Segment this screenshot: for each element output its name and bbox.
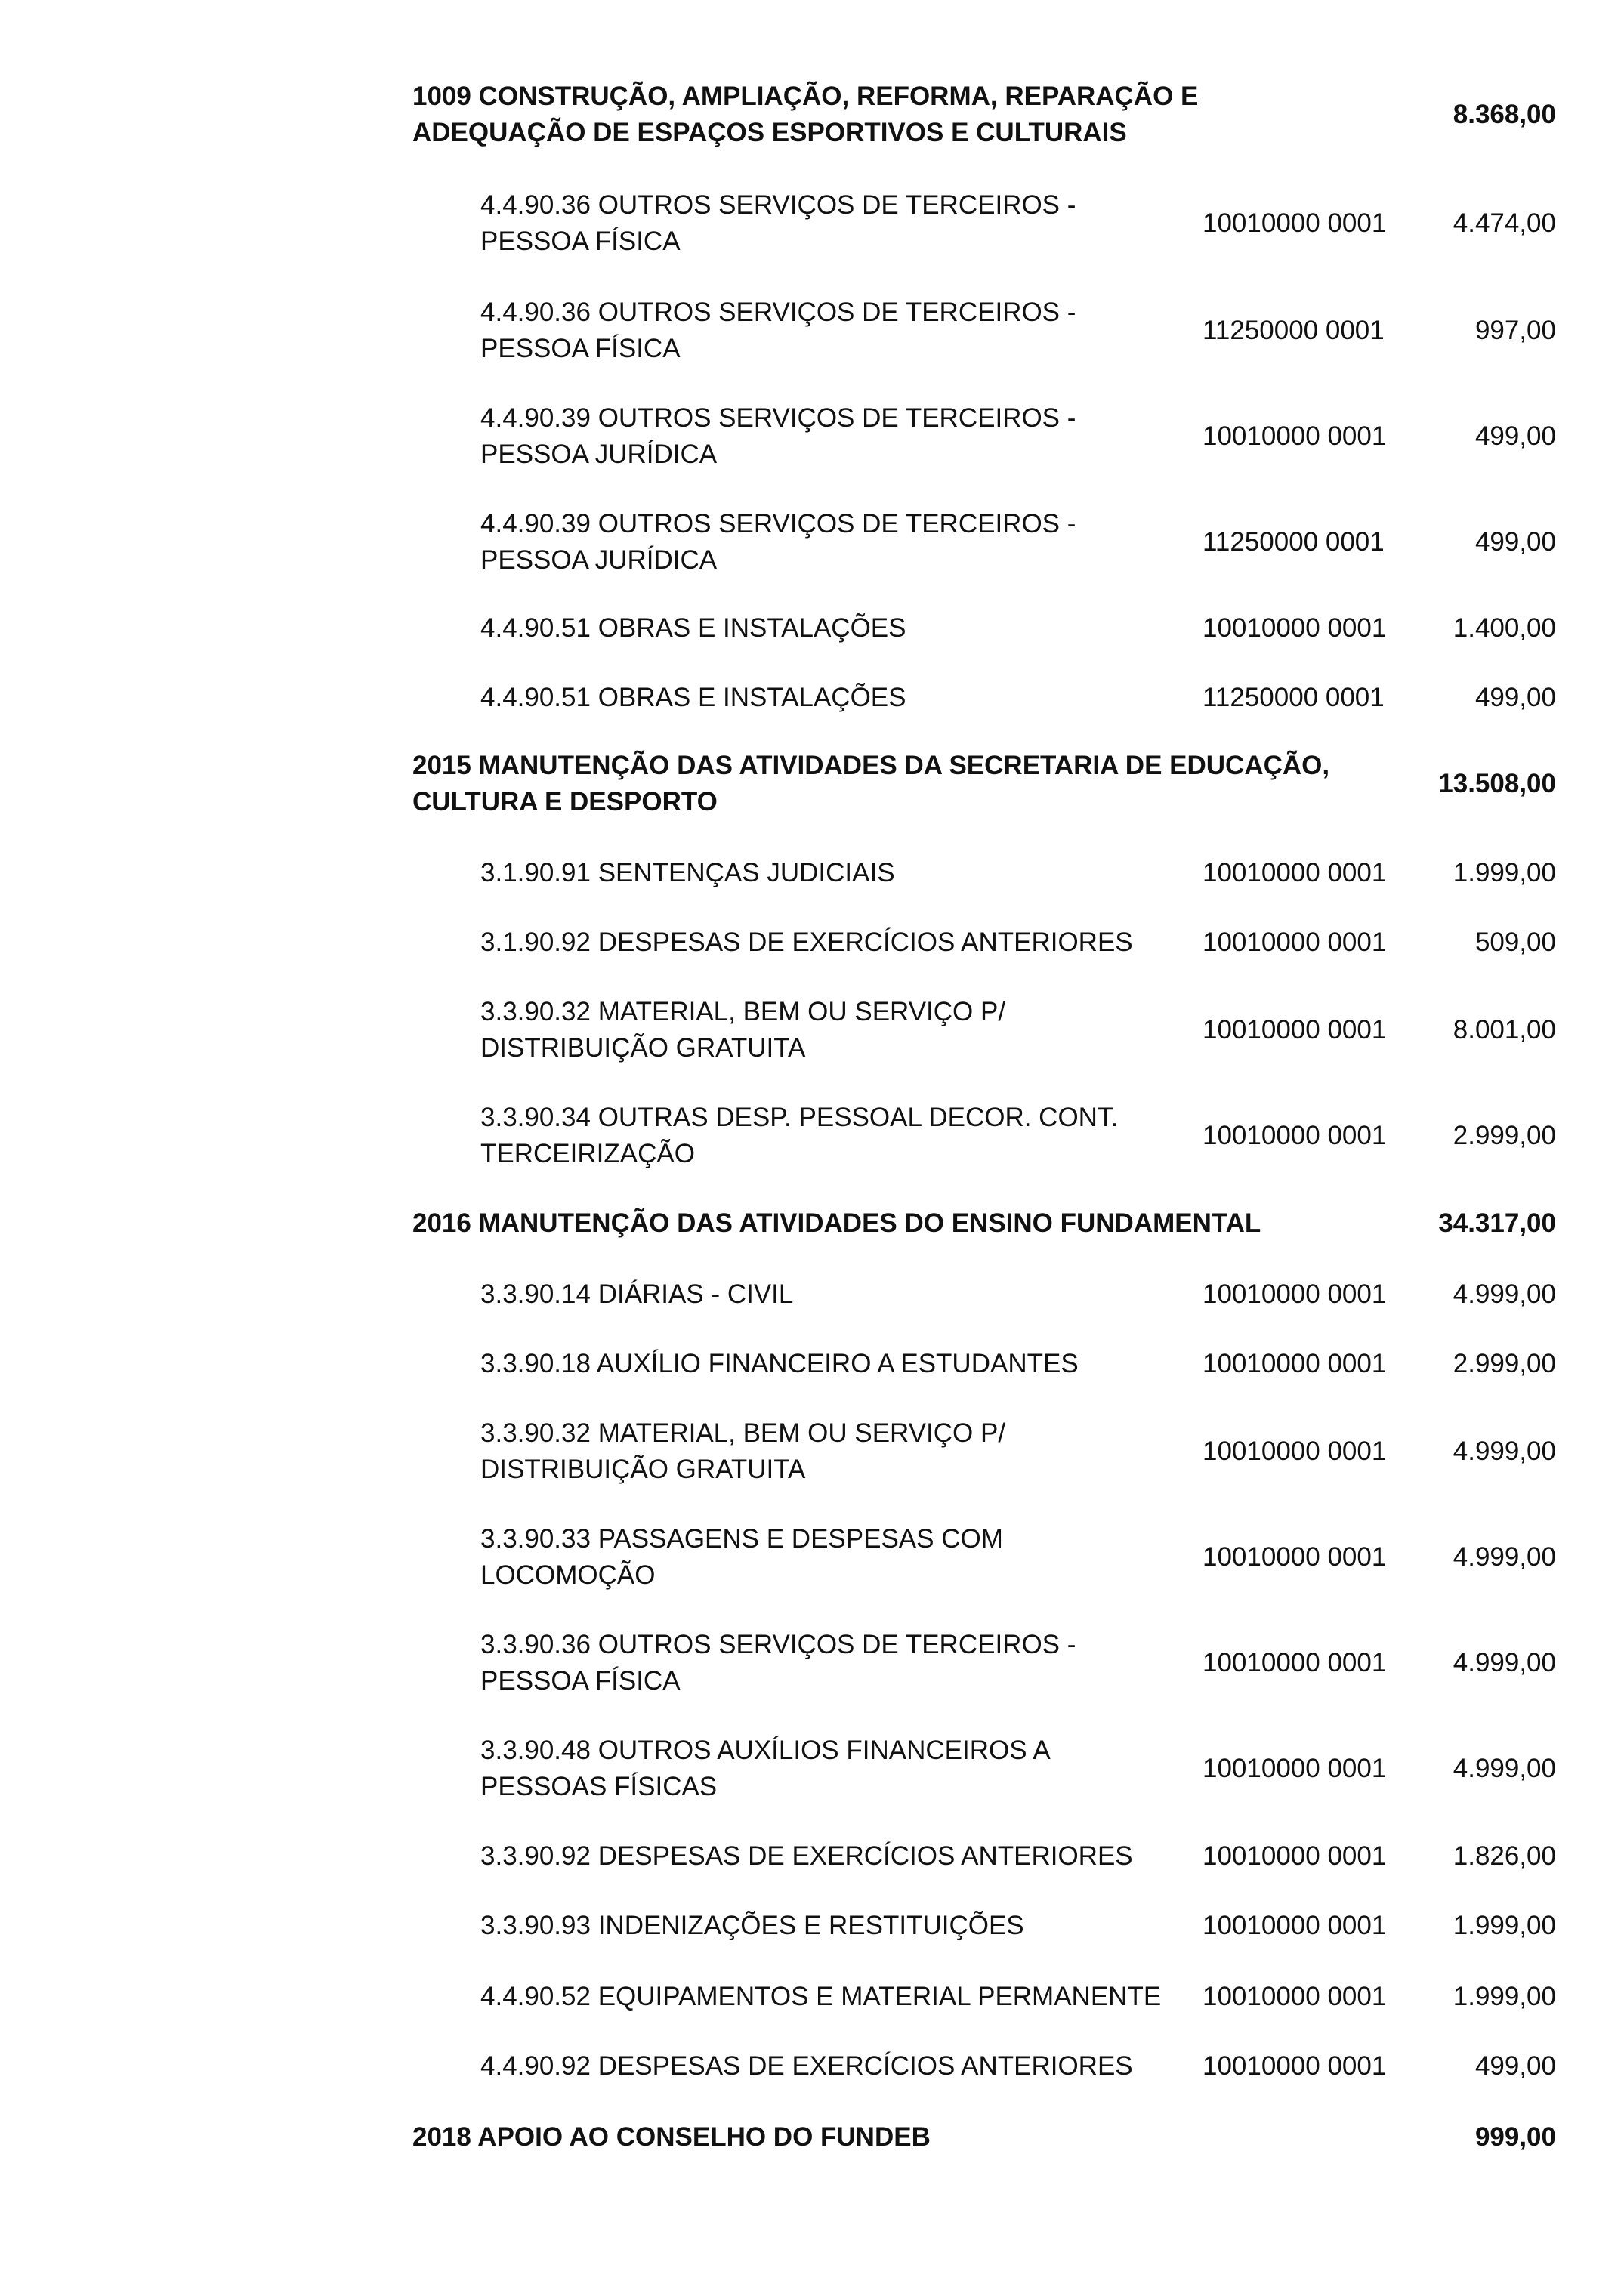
line-item [0, 1100, 1624, 1172]
item-description: 3.3.90.14 DIÁRIAS - CIVIL [480, 1279, 794, 1309]
item-source-code: 11250000 0001 [1203, 316, 1385, 345]
item-amount: 1.999,00 [1453, 1911, 1556, 1940]
section-title: 2015 MANUTENÇÃO DAS ATIVIDADES DA SECRETARIA DE EDUCAÇÃO, CULTURA E DESPORTO [412, 751, 1330, 816]
item-description: 3.1.90.92 DESPESAS DE EXERCÍCIOS ANTERIORES [480, 927, 1133, 957]
item-amount: 4.999,00 [1453, 1754, 1556, 1783]
item-description: 4.4.90.51 OBRAS E INSTALAÇÕES [480, 683, 906, 712]
line-item [0, 506, 1624, 579]
section-total: 999,00 [1474, 2122, 1556, 2152]
item-amount: 997,00 [1474, 316, 1556, 345]
item-description: 3.3.90.48 OUTROS AUXÍLIOS FINANCEIROS A PESSOAS FÍSICAS [480, 1736, 1051, 1801]
item-amount: 8.001,00 [1453, 1015, 1556, 1045]
line-item [0, 924, 1624, 961]
section-header-1009 [0, 79, 1624, 151]
section-total: 13.508,00 [1438, 769, 1556, 798]
item-description: 3.3.90.32 MATERIAL, BEM OU SERVIÇO P/ DISTRIBUIÇÃO GRATUITA [480, 997, 1006, 1063]
line-item [0, 400, 1624, 473]
line-item [0, 1521, 1624, 1594]
line-item [0, 1908, 1624, 1944]
item-amount: 2.999,00 [1453, 1349, 1556, 1378]
item-source-code: 10010000 0001 [1203, 1349, 1387, 1378]
line-item [0, 1346, 1624, 1382]
line-item [0, 1838, 1624, 1875]
line-item [0, 610, 1624, 647]
item-description: 3.3.90.93 INDENIZAÇÕES E RESTITUIÇÕES [480, 1911, 1024, 1940]
item-source-code: 10010000 0001 [1203, 1648, 1387, 1677]
item-description: 3.3.90.34 OUTRAS DESP. PESSOAL DECOR. CONT. TERCEIRIZAÇÃO [480, 1103, 1119, 1168]
item-description: 4.4.90.36 OUTROS SERVIÇOS DE TERCEIROS - PESSOA FÍSICA [480, 190, 1076, 256]
item-description: 4.4.90.36 OUTROS SERVIÇOS DE TERCEIROS - PESSOA FÍSICA [480, 298, 1076, 363]
item-description: 3.1.90.91 SENTENÇAS JUDICIAIS [480, 858, 895, 887]
item-source-code: 10010000 0001 [1203, 1911, 1387, 1940]
item-description: 4.4.90.39 OUTROS SERVIÇOS DE TERCEIROS - PESSOA JURÍDICA [480, 403, 1076, 469]
item-amount: 4.474,00 [1453, 208, 1556, 238]
section-header-2015 [0, 748, 1624, 820]
item-source-code: 10010000 0001 [1203, 1754, 1387, 1783]
item-amount: 1.400,00 [1453, 613, 1556, 643]
item-description: 3.3.90.32 MATERIAL, BEM OU SERVIÇO P/ DISTRIBUIÇÃO GRATUITA [480, 1418, 1006, 1484]
line-item [0, 295, 1624, 367]
line-item [0, 1276, 1624, 1313]
section-header-2018 [0, 2119, 1624, 2156]
line-item [0, 1979, 1624, 2015]
section-header-2016 [0, 1205, 1624, 1242]
item-description: 4.4.90.92 DESPESAS DE EXERCÍCIOS ANTERIORES [480, 2051, 1133, 2081]
item-source-code: 10010000 0001 [1203, 1015, 1387, 1045]
item-amount: 4.999,00 [1453, 1279, 1556, 1309]
item-amount: 1.999,00 [1453, 1982, 1556, 2011]
item-description: 4.4.90.51 OBRAS E INSTALAÇÕES [480, 613, 906, 643]
item-source-code: 10010000 0001 [1203, 927, 1387, 957]
section-title: 2016 MANUTENÇÃO DAS ATIVIDADES DO ENSINO FUNDAMENTAL [412, 1208, 1261, 1238]
line-item [0, 855, 1624, 891]
line-item [0, 187, 1624, 260]
item-amount: 1.826,00 [1453, 1841, 1556, 1871]
section-title: 1009 CONSTRUÇÃO, AMPLIAÇÃO, REFORMA, REPARAÇÃO E ADEQUAÇÃO DE ESPAÇOS ESPORTIVOS E CULTURAIS [412, 82, 1199, 147]
section-total: 34.317,00 [1438, 1208, 1556, 1238]
item-amount: 1.999,00 [1453, 858, 1556, 887]
item-source-code: 10010000 0001 [1203, 858, 1387, 887]
item-source-code: 10010000 0001 [1203, 421, 1387, 451]
item-source-code: 10010000 0001 [1203, 1841, 1387, 1871]
item-amount: 499,00 [1474, 683, 1556, 712]
item-source-code: 11250000 0001 [1203, 683, 1385, 712]
item-source-code: 11250000 0001 [1203, 527, 1385, 557]
item-amount: 4.999,00 [1453, 1648, 1556, 1677]
item-amount: 4.999,00 [1453, 1542, 1556, 1572]
item-source-code: 10010000 0001 [1203, 208, 1387, 238]
item-amount: 499,00 [1474, 2051, 1556, 2081]
item-source-code: 10010000 0001 [1203, 1982, 1387, 2011]
item-description: 3.3.90.18 AUXÍLIO FINANCEIRO A ESTUDANTES [480, 1349, 1079, 1378]
item-description: 4.4.90.52 EQUIPAMENTOS E MATERIAL PERMANENTE [480, 1982, 1162, 2011]
line-item [0, 1733, 1624, 1805]
item-source-code: 10010000 0001 [1203, 613, 1387, 643]
line-item [0, 1415, 1624, 1488]
item-amount: 4.999,00 [1453, 1437, 1556, 1466]
section-total: 8.368,00 [1453, 100, 1556, 129]
item-amount: 509,00 [1474, 927, 1556, 957]
item-source-code: 10010000 0001 [1203, 1279, 1387, 1309]
item-amount: 499,00 [1474, 527, 1556, 557]
line-item [0, 994, 1624, 1066]
section-title: 2018 APOIO AO CONSELHO DO FUNDEB [412, 2122, 931, 2152]
item-amount: 2.999,00 [1453, 1121, 1556, 1150]
item-description: 3.3.90.36 OUTROS SERVIÇOS DE TERCEIROS - PESSOA FÍSICA [480, 1630, 1076, 1696]
item-description: 4.4.90.39 OUTROS SERVIÇOS DE TERCEIROS - PESSOA JURÍDICA [480, 509, 1076, 575]
item-description: 3.3.90.92 DESPESAS DE EXERCÍCIOS ANTERIORES [480, 1841, 1133, 1871]
item-source-code: 10010000 0001 [1203, 1542, 1387, 1572]
item-source-code: 10010000 0001 [1203, 1437, 1387, 1466]
line-item [0, 680, 1624, 716]
item-source-code: 10010000 0001 [1203, 2051, 1387, 2081]
item-description: 3.3.90.33 PASSAGENS E DESPESAS COM LOCOMOÇÃO [480, 1524, 1003, 1590]
line-item [0, 1627, 1624, 1699]
item-source-code: 10010000 0001 [1203, 1121, 1387, 1150]
item-amount: 499,00 [1474, 421, 1556, 451]
line-item [0, 2048, 1624, 2085]
